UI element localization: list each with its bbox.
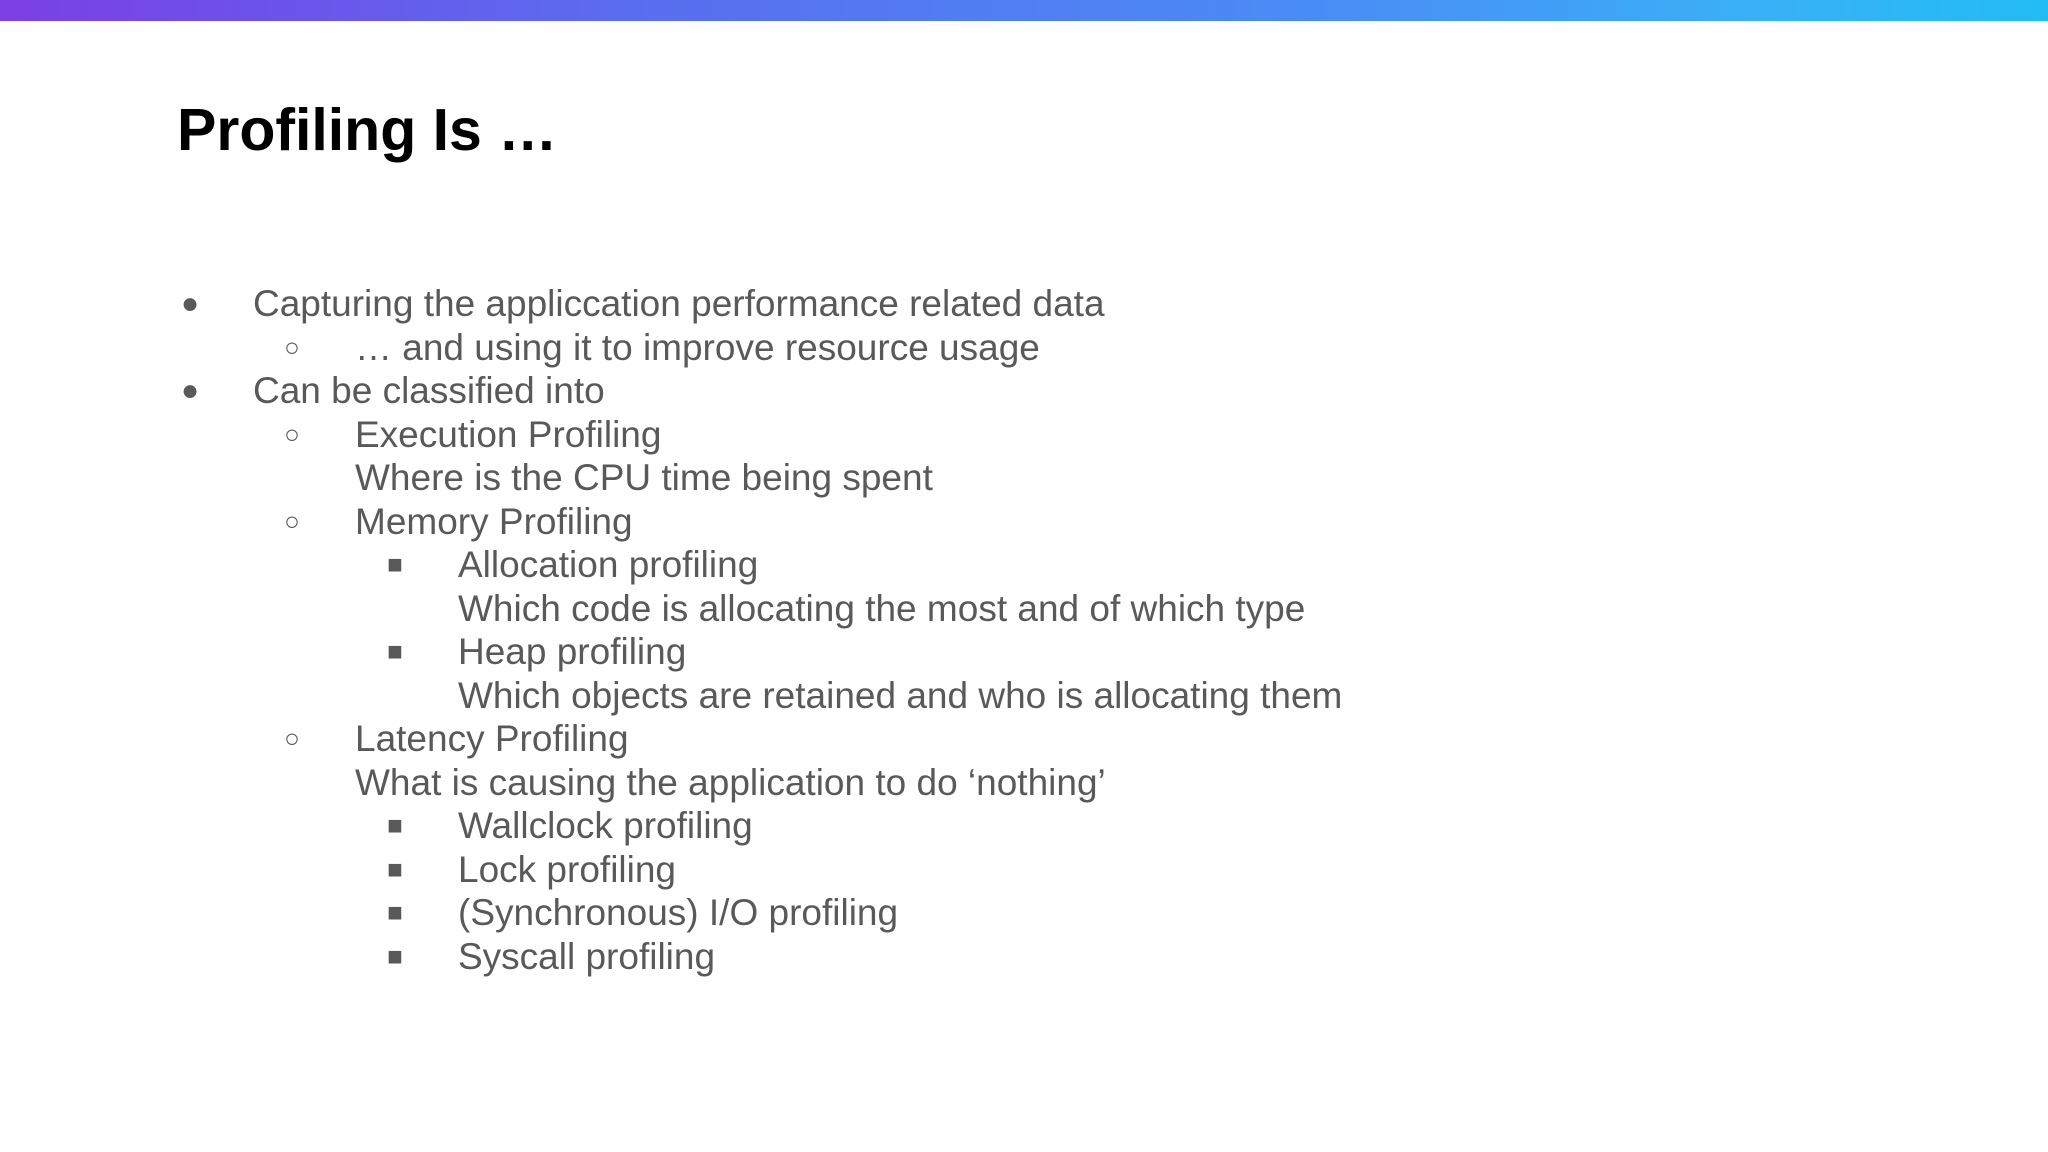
- list-item-text: Syscall profiling: [458, 935, 716, 977]
- list-item: [0, 543, 2048, 587]
- list-item-continuation: [0, 587, 2048, 631]
- list-item-continuation: [0, 674, 2048, 718]
- square-bullet-icon: ■: [387, 549, 403, 579]
- list-item-text: Lock profiling: [458, 848, 677, 890]
- list-item: [0, 848, 2048, 892]
- circle-bullet-icon: ○: [284, 331, 300, 362]
- list-item-text: Allocation profiling: [458, 544, 759, 585]
- circle-bullet-icon: ○: [284, 505, 300, 536]
- list-item-text: Which code is allocating the most and of which type: [458, 587, 1306, 629]
- list-item: [0, 717, 2048, 761]
- list-item-text: Execution Profiling: [355, 413, 662, 455]
- list-item-text: Can be classified into: [253, 370, 605, 411]
- list-item-continuation: [0, 761, 2048, 805]
- square-bullet-icon: ■: [387, 940, 403, 971]
- list-item: [0, 500, 2048, 544]
- list-item-text: … and using it to improve resource usage: [355, 326, 1040, 368]
- list-item: [0, 804, 2048, 848]
- square-bullet-icon: ■: [387, 853, 403, 884]
- slide-title: Profiling Is …: [177, 97, 558, 163]
- bullet-list: [0, 282, 2048, 978]
- list-item: [0, 326, 2048, 370]
- circle-bullet-icon: ○: [284, 723, 300, 753]
- list-item: [0, 282, 2048, 326]
- list-item-text: Capturing the appliccation performance related data: [253, 283, 1105, 324]
- list-item: [0, 935, 2048, 979]
- list-item: [0, 630, 2048, 674]
- list-item-text: Where is the CPU time being spent: [355, 457, 933, 498]
- gradient-top-bar: [0, 0, 2048, 21]
- list-item-text: Memory Profiling: [355, 500, 633, 542]
- list-item-text: (Synchronous) I/O profiling: [458, 892, 899, 933]
- list-item-text: Which objects are retained and who is allocating them: [458, 674, 1343, 716]
- list-item-text: Heap profiling: [458, 631, 687, 672]
- list-item: [0, 413, 2048, 457]
- disc-bullet-icon: ●: [180, 374, 200, 407]
- circle-bullet-icon: ○: [284, 418, 300, 449]
- list-item-text: Wallclock profiling: [458, 805, 753, 846]
- list-item-text: What is causing the application to do ‘nothing’: [355, 761, 1106, 803]
- list-item: [0, 369, 2048, 413]
- list-item-text: Latency Profiling: [355, 718, 629, 759]
- square-bullet-icon: ■: [387, 897, 403, 927]
- square-bullet-icon: ■: [387, 810, 403, 840]
- disc-bullet-icon: ●: [180, 287, 200, 320]
- list-item-continuation: [0, 456, 2048, 500]
- square-bullet-icon: ■: [387, 636, 403, 666]
- list-item: [0, 891, 2048, 935]
